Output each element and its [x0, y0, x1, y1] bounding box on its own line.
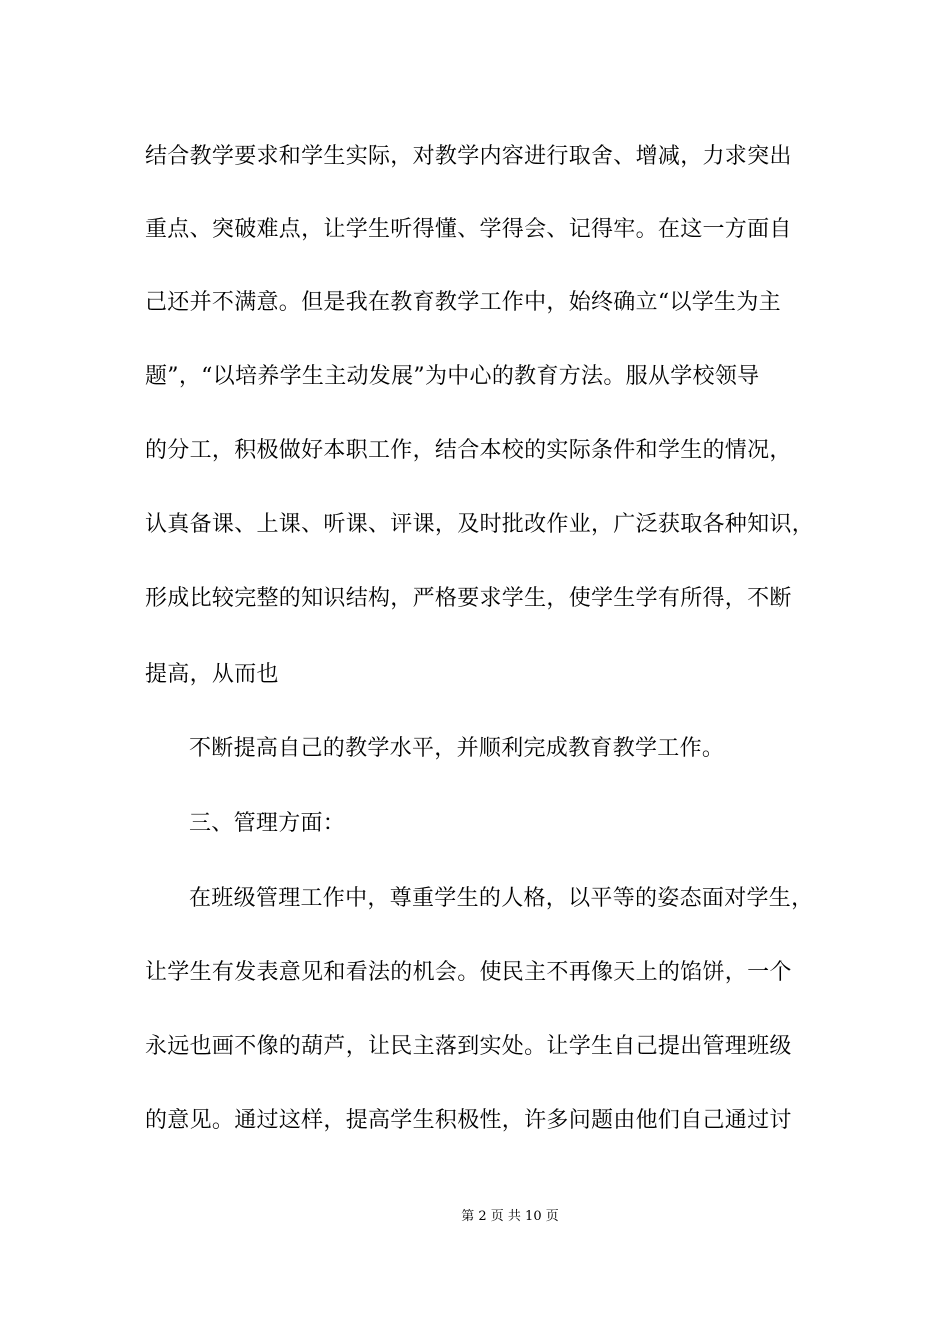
paragraph-line: 认真备课、上课、听课、评课，及时批改作业，广泛获取各种知识， — [145, 512, 815, 537]
paragraph-line: 在班级管理工作中，尊重学生的人格，以平等的姿态面对学生， — [189, 886, 814, 911]
paragraph-line: 提高，从而也 — [145, 662, 279, 687]
paragraph-line: 的分工，积极做好本职工作，结合本校的实际条件和学生的情况， — [145, 438, 792, 463]
paragraph-line: 形成比较完整的知识结构，严格要求学生，使学生学有所得，不断 — [145, 586, 792, 611]
page-number-footer: 第 2 页 共 10 页 — [461, 1209, 559, 1224]
paragraph-line: 永远也画不像的葫芦，让民主落到实处。让学生自己提出管理班级 — [145, 1034, 792, 1059]
paragraph-line: 不断提高自己的教学水平，并顺利完成教育教学工作。 — [189, 736, 725, 761]
paragraph-line: 己还并不满意。但是我在教育教学工作中，始终确立“以学生为主 — [145, 290, 781, 315]
paragraph-line: 题”，“以培养学生主动发展”为中心的教育方法。服从学校领导 — [145, 364, 760, 389]
paragraph-line: 让学生有发表意见和看法的机会。使民主不再像天上的馅饼，一个 — [145, 960, 792, 985]
section-heading: 三、管理方面： — [189, 811, 346, 836]
paragraph-line: 重点、突破难点，让学生听得懂、学得会、记得牢。在这一方面自 — [145, 217, 792, 242]
paragraph-line: 结合教学要求和学生实际，对教学内容进行取舍、增减，力求突出 — [145, 144, 792, 169]
paragraph-line: 的意见。通过这样，提高学生积极性，许多问题由他们自己通过讨 — [145, 1108, 792, 1133]
